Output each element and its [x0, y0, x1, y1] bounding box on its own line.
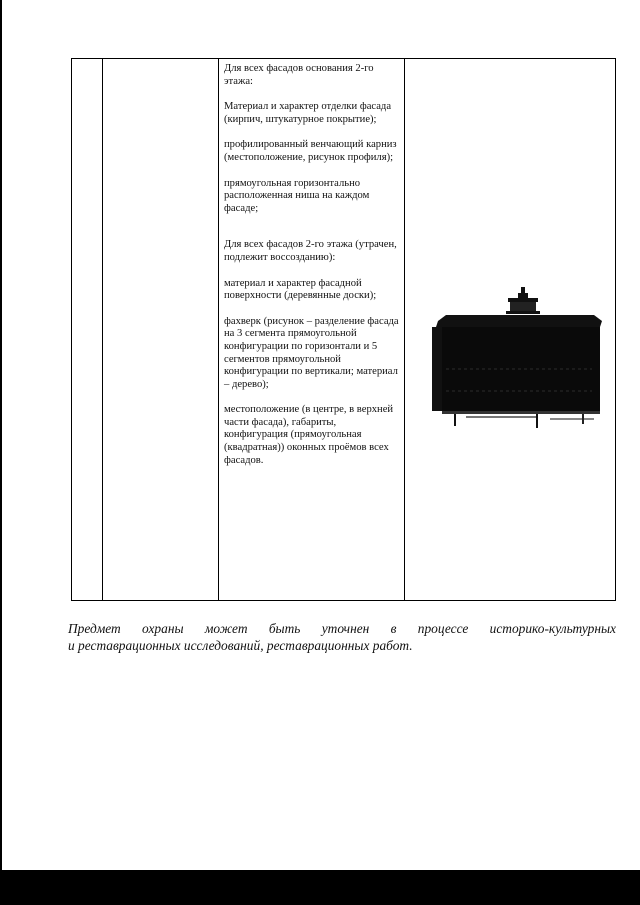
- description-paragraph: фахверк (рисунок – разделение фасада на 3 сегмента прямоугольной конфигурации по горизонтали и 5 сегментов прямоугольной конфигурации по вертикали; материал – дерево);: [224, 315, 399, 390]
- note-line-2: и реставрационных исследований, реставрационных работ.: [68, 638, 413, 653]
- column-divider-1: [102, 59, 103, 600]
- description-paragraph: Для всех фасадов 2-го этажа (утрачен, подлежит воссозданию):: [224, 239, 397, 263]
- column-divider-3: [404, 59, 405, 600]
- protection-table: [71, 58, 616, 601]
- scan-bottom-bar: [0, 870, 640, 905]
- building-facade-photo: [432, 287, 604, 435]
- description-paragraph: Для всех фасадов основания 2-го этажа:: [224, 63, 374, 87]
- protection-description-cell: [224, 63, 400, 480]
- description-paragraph: Материал и характер отделки фасада (кирпич, штукатурное покрытие);: [224, 101, 392, 125]
- description-paragraph: прямоугольная горизонтально расположенная ниша на каждом фасаде;: [224, 177, 370, 214]
- description-paragraph: местоположение (в центре, в верхней части фасада), габариты, конфигурация (прямоугольная (квадратная)) оконных проёмов всех фасадов.: [224, 404, 394, 466]
- note-line-1: Предмет охраны может быть уточнен в процессе историко-культурных: [68, 621, 616, 636]
- description-paragraph: профилированный венчающий карниз (местоположение, рисунок профиля);: [224, 139, 397, 163]
- scan-left-edge: [0, 0, 2, 905]
- protection-note: [68, 620, 616, 654]
- description-paragraph: материал и характер фасадной поверхности (деревянные доски);: [224, 277, 377, 302]
- column-divider-2: [218, 59, 219, 600]
